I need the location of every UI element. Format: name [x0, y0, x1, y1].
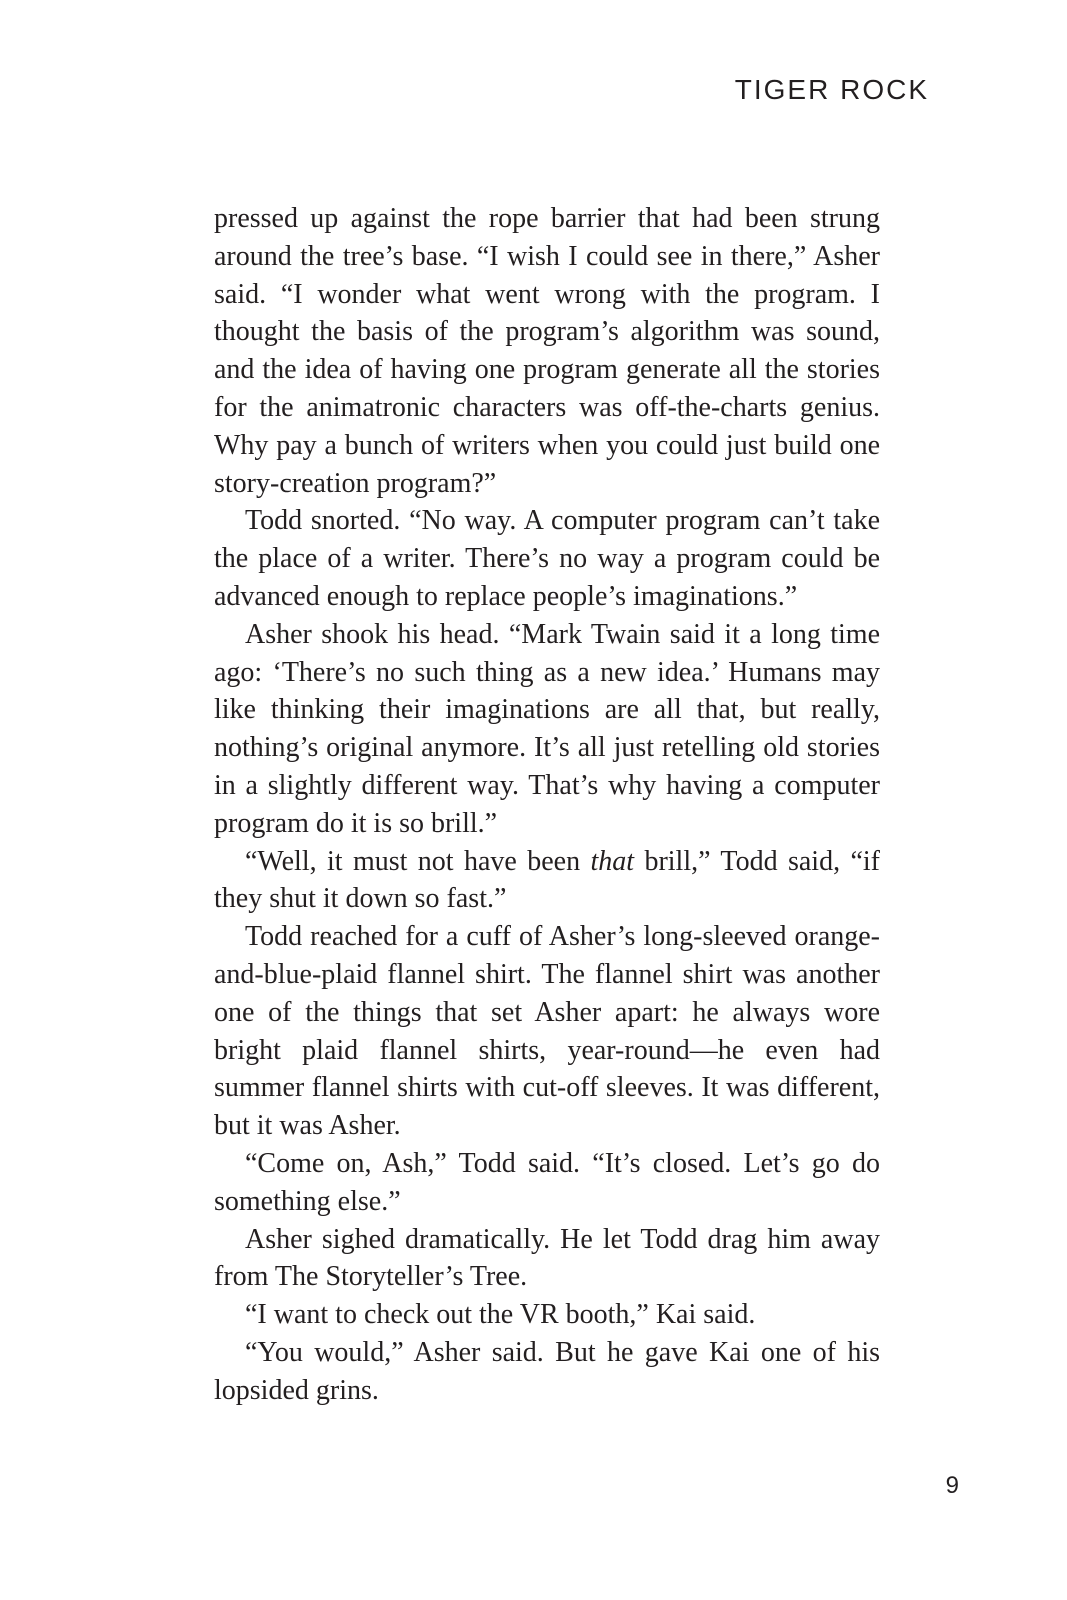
text-run: brill,” Todd said, “if they shut it down so fast.” [214, 845, 880, 915]
text-run: pressed up against the rope barrier that had been strung around the tree’s base. “I wish I could see in there,” Asher said. “I wonder what went wrong with the program. I thought the basis of the program’s algorithm was sound, and the idea of having one program generate all the stories for the animatronic characters was off-the-charts genius. Why pay a bunch of writers when you could just build one story-creation program?” [214, 203, 880, 499]
paragraph [214, 200, 880, 502]
paragraph [214, 502, 880, 615]
running-head: TIGER ROCK [734, 74, 929, 105]
text-run: Asher shook his head. “Mark Twain said it a long time ago: ‘There’s no such thing as a new idea.’ Humans may like thinking their imaginations are all that, but really, nothing’s original anymore. It’s all just retelling old stories in a slightly different way. That’s why having a computer program do it is so brill.” [214, 618, 880, 839]
paragraph [214, 843, 880, 919]
text-run: “You would,” Asher said. But he gave Kai one of his lopsided grins. [214, 1336, 880, 1406]
paragraph [214, 1296, 880, 1334]
text-run: “Well, it must not have been [245, 845, 591, 877]
text-run: Todd snorted. “No way. A computer program can’t take the place of a writer. There’s no way a program could be advanced enough to replace people’s imaginations.” [214, 505, 880, 612]
italic-text: that [590, 845, 635, 877]
body-text [214, 200, 880, 1410]
paragraph [214, 616, 880, 843]
paragraph [214, 1145, 880, 1221]
text-run: “I want to check out the VR booth,” Kai said. [245, 1299, 756, 1331]
paragraph [214, 1221, 880, 1297]
text-run: “Come on, Ash,” Todd said. “It’s closed. Let’s go do something else.” [214, 1147, 880, 1217]
text-run: Todd reached for a cuff of Asher’s long-sleeved orange-and-blue-plaid flannel shirt. The flannel shirt was another one of the things that set Asher apart: he always wore bright plaid flannel shirts, year-round—he even had summer flannel shirts with cut-off sleeves. It was different, but it was Asher. [214, 921, 880, 1142]
page-number: 9 [945, 1472, 959, 1499]
paragraph [214, 918, 880, 1145]
paragraph [214, 1334, 880, 1410]
text-run: Asher sighed dramatically. He let Todd drag him away from The Storyteller’s Tree. [214, 1223, 880, 1293]
